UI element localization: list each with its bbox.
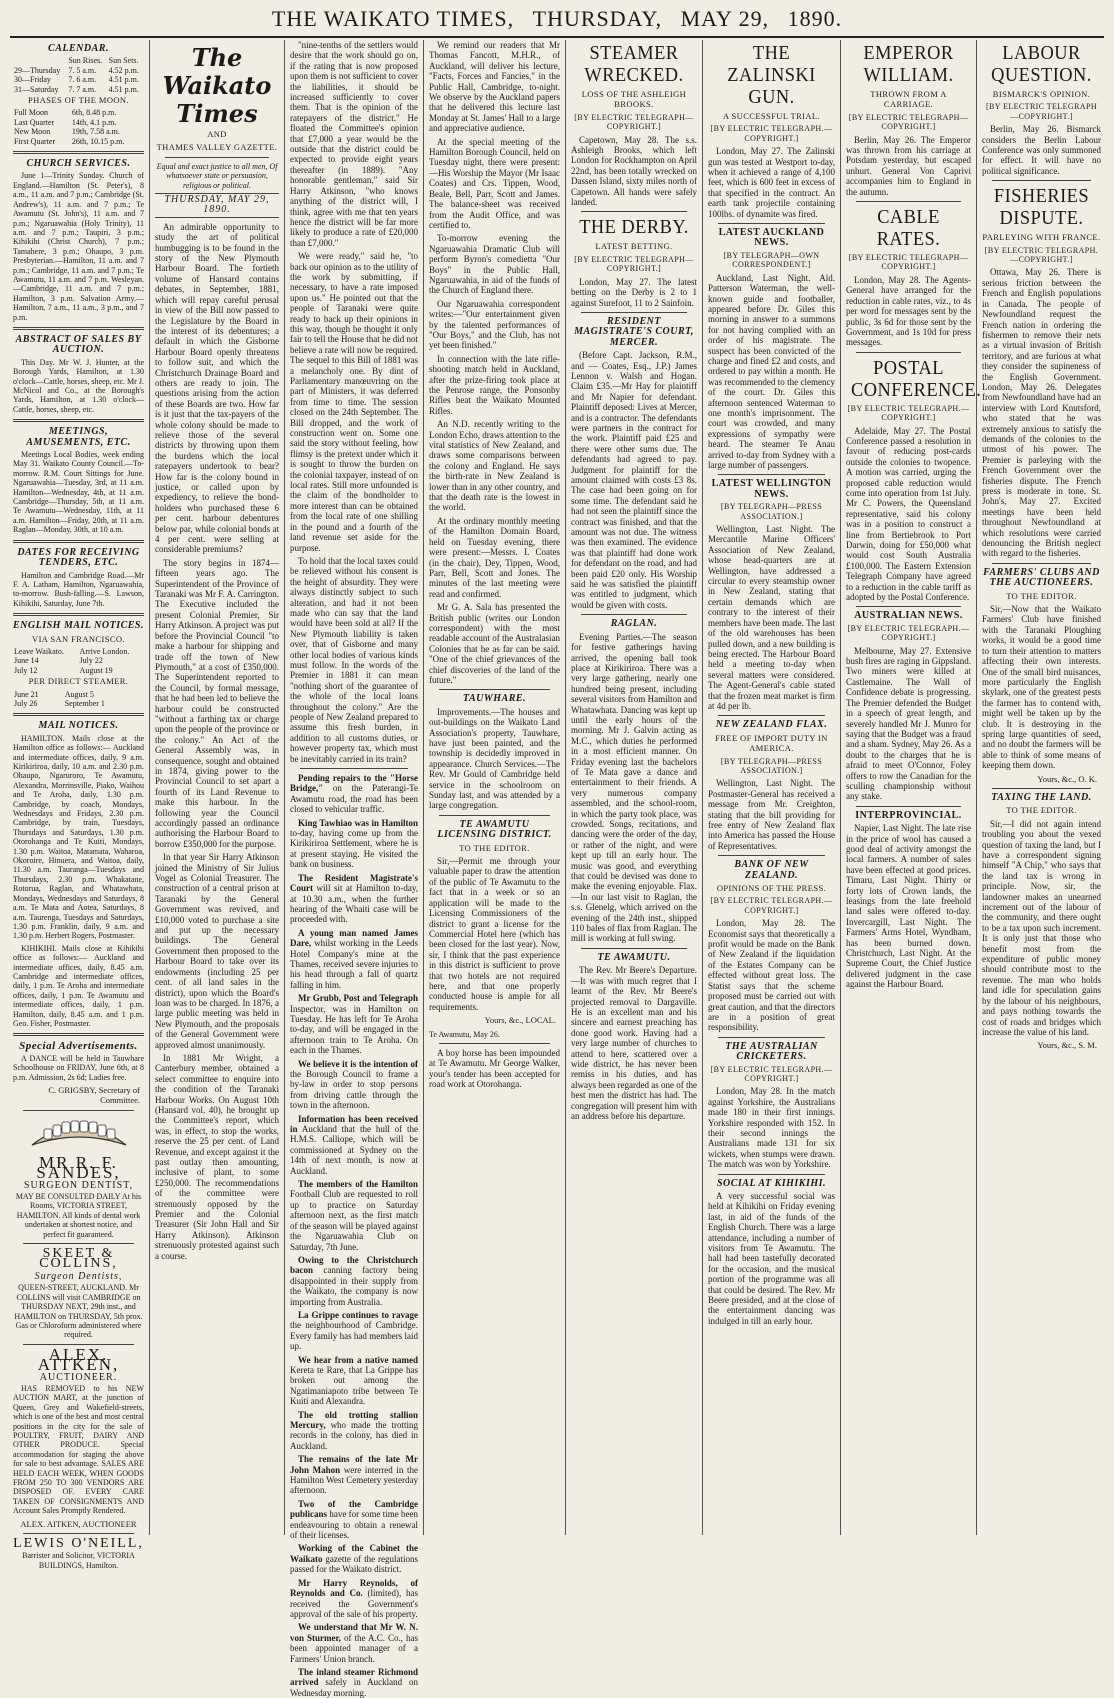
editorial-paragraph: In that year Sir Harry Atkinson joined the Ministry of Sir Julius Vogel as Colonial Treasurer. The construction of a central prison at Taranaki by the General Government was revived, and £10,000 voted to purchase a site and put up the necessary buildings. The General Government then proposed to the Harbour Board to take over its endowments (including 25 per cent. of all land sales in the district), upon which the Board's loan was to be charged. In 1876, a large public meeting was held in New Plymouth, and the proposals of the General Government were approved almost unanimously. (155, 852, 279, 1050)
telegraph-note: [BY ELECTRIC TELEGRAPH—COPYRIGHT.] (985, 102, 1098, 121)
dentists-2-text: QUEEN-STREET, AUCKLAND. Mr COLLINS will visit CAMBRIDGE on THURSDAY NEXT, 29th inst., and HAMILTON on THURSDAY, 5th prox. Gas or Chloroform administered where required. (14, 1283, 143, 1340)
news-item (290, 1059, 418, 1111)
postal-conference-title: POSTAL CONFERENCE. (851, 356, 982, 401)
licensing-place: Te Awamutu, May 26. (429, 1029, 500, 1039)
rm-court-text: (Before Capt. Jackson, R.M., and — Coates, Esq., J.P.) James Lennon v. Walsh and Hogan. Claim £35.—Mr Hay for plaintiff and Mr Napier for defendant. Plaintiff deposed: Lives at Mercer, and is a contractor. The defendants were partners in the contract for the work. Plaintiff paid £25 and there were other sums due. The defendants had agreed to pay. Judgment for plaintiff for the amount claimed with costs £3 8s. The case had been going on for some time. The defendant said he had not seen the plaintiff since the contract was finished, and that the amount was not due. The witness was then examined. The evidence was that plaintiff had done work for defendant on the road, and had been paid £20 only. His Worship said he was satisfied the plaintiff was entitled to judgment, which would be given with costs. (571, 350, 697, 610)
dentists-2-name: SKEET & COLLINS, (39, 1246, 118, 1272)
telegraph-note: [BY ELECTRIC TELEGRAPH.—COPYRIGHT.] (847, 403, 970, 423)
masthead-day: THURSDAY, (532, 6, 663, 31)
taxing-land-title: TAXING THE LAND. (991, 791, 1092, 803)
zalinski-text: London, May 27. The Zalinski gun was tested at Westport to-day, when it achieved a range of 4,100 feet, which is 600 feet in excess of that specified in the contract. An earth tank projectile containing 100lbs. of dynamite was fired. (708, 146, 835, 219)
labour-question-title: LABOUR QUESTION. (991, 42, 1092, 86)
cal-cell: 30—Friday (14, 75, 51, 85)
emperor-title: EMPEROR WILLIAM. (863, 42, 954, 86)
divider (992, 180, 1091, 181)
news-item-lead: Two of the Cambridge publicans (290, 1498, 418, 1520)
news-item-body: safely in Auckland on Wednesday morning. (290, 1677, 419, 1698)
zalinski-subtitle: A SUCCESSFUL TRIAL. (722, 111, 821, 121)
news-item-lead: The members of the Hamilton (298, 1179, 418, 1190)
local-paragraph: An N.D. recently writing to the London Echo, draws attention to the vital statistics of New Zealand, and draws some comparisons between the colony and England. He says the birth-rate in New Zealand is lower than in any other country, and that the death rate is the lowest in the world. (429, 419, 560, 513)
news-item-lead: Owing to the Christchurch bacon (290, 1254, 418, 1276)
moon-title: PHASES OF THE MOON. (28, 95, 129, 106)
steamer-text: Capetown, May 28. The s.s. Ashleigh Brooks, which left London for Rockhampton on April 22nd, has been totally wrecked on Dassen Island, sixty miles north of Capetown. All hands were safely landed. (571, 134, 697, 208)
licensing-sub: TO THE EDITOR. (459, 842, 530, 853)
news-item (290, 1543, 418, 1574)
news-item (290, 1355, 418, 1407)
news-item-body: will sit at Hamilton to-day, at 10.30 a.m., when the further hearing of the Whaiti case will be proceeded with. (290, 883, 418, 925)
divider (718, 715, 825, 716)
paper-motto: Equal and exact justice to all men, Of whatsoever state or persuasion, religious or political. (156, 161, 278, 190)
bank-subtitle: OPINIONS OF THE PRESS. (716, 883, 827, 894)
tenders-title: DATES FOR RECEIVING TENDERS, ETC. (17, 546, 140, 569)
auctioneer-signature: ALEX. AITKEN, AUCTIONEER (20, 1518, 137, 1529)
news-item-lead: A young man named James Dare, (290, 927, 418, 949)
english-mail-title: ENGLISH MAIL NOTICES. (13, 620, 144, 632)
cable-rates-title: CABLE RATES. (876, 206, 941, 251)
social-text: A very successful social was held at Kihikihi on Friday evening last, in aid of the funds of the English Church. There was a large attendance, including a number of visitors from Te Awamutu. The hall had been tastefully decorated for the occasion, and the musical portion of the programme was all that could be desired. The Rev. Mr Beere presided, and at the close of the entertainment dancing was indulged in till an early hour. (708, 1191, 835, 1326)
divider (581, 211, 687, 212)
local-paragraph: To-morrow evening the Ngaruawahia Dramatic Club will perform Byron's comedietta "Our Boys" in the Public Hall, Ngaruawahia, in aid of the funds of the Church of England there. (429, 233, 560, 296)
telegraph-note: [BY ELECTRIC TELEGRAPH.—COPYRIGHT.] (984, 245, 1099, 265)
bank-title: BANK OF NEW ZEALAND. (734, 859, 809, 881)
masthead (10, 6, 1104, 38)
news-item-body: Inspector, was in Hamilton on Tuesday. He has left for Te Aroha to-day, and will be engaged in the afternoon train to Te Aroha. On each in the Thames. (290, 1003, 418, 1056)
dentures-illustration (13, 1115, 144, 1153)
mail-cell: July 26 (14, 698, 38, 708)
moon-table (13, 108, 144, 146)
news-item (290, 1255, 418, 1307)
news-item-lead: Information has been received in (290, 1113, 418, 1135)
news-item-lead: Mr Grubb, Post and Telegraph (298, 993, 418, 1004)
divider (13, 327, 144, 330)
church-text: June 1—Trinity Sunday. Church of England.—Hamilton (St. Peter's), 8 a.m., 11 a.m. and 7 p.m.; Cambridge (St. Andrew's), 11 a.m. and 7 p.m.; Te Awamutu (St. John's), 11 a.m. and 7 p.m.; Ngaruawahia (Holy Trinity), 11 a.m. and 7 p.m.; Taupiri, 3 p.m.; Kihikihi (Christ Church), 7 p.m.; Tamahere, 3 p.m.; Ohaupo, 3 p.m. Presbyterian.—Hamilton, 11 a.m. and 7 p.m.; Cambridge, 11 a.m. and 7 p.m.; Te Awamutu, 11 a.m. and 7 p.m. Wesleyan.—Cambridge, 11 a.m. and 7 p.m.; Hamilton, 3 p.m. Salvation Army.—Hamilton, 7 a.m., 11 a.m., 3 p.m., and 7 p.m. (13, 171, 144, 322)
cal-cell: 29—Thursday (14, 65, 61, 75)
news-item (290, 1454, 418, 1496)
news-item-lead: We hear from a native named (298, 1354, 418, 1365)
news-item-body: gazette of the regulations passed for the Waikato district. (290, 1553, 419, 1575)
interprovincial-title: INTERPROVINCIAL. (855, 809, 962, 821)
raglan-text: Evening Parties.—The season for festive gatherings having arrived, the opening ball took place at Kirikiriroa. There was a very large gathering, nearly one hundred being present, including several visitors from Hamilton and Whatawhata. Dancing was kept up until the early hours of the morning. Mr J. Galvin acting as M.C., which duties he performed in a most efficient manner. On Friday evening last the bachelors of Te Mata gave a dance and entertainment to their friends. A very numerous company assembled, and the school-room, in which the party took place, was crowded. Songs, recitations, and dancing were the order of the day, or rather of the night, and were kept up till an early hour. The music was good, and everything that could be devised was done to make the evening enjoyable. Flax.—In our last visit to Raglan, the s.s. Glenelg, which arrived on the evening of the 24th inst., shipped 110 bales of flax from Raglan. The mill is working at full swing. (571, 631, 697, 944)
telegraph-note: [BY ELECTRIC TELEGRAPH.—COPYRIGHT.] (710, 1064, 833, 1083)
column-2 (150, 40, 285, 1535)
news-item-lead: The old trotting stallion Mercury, (290, 1409, 418, 1430)
cal-cell: 4.52 p.m. (108, 65, 139, 75)
derby-subtitle: LATEST BETTING. (595, 241, 673, 252)
mail-head-cell: Leave Waikato. (14, 646, 64, 656)
te-awamutu-text: The Rev. Mr Beere's Departure.—It was with much regret that I learnt of the Rev. Mr Beere's projected removal to Dargaville. He is an excellent man and his sincere and earnest preaching has done good work. Having had a very large number of churches to attend to here, scattered over a wide district, he has never been remiss in his duties, and has always been regarded as one of the best men the district has had. The congregation will present him with an address before his departure. (571, 965, 697, 1121)
divider (165, 157, 269, 158)
divider (856, 201, 961, 202)
news-item-lead: We believe it is the intention of (298, 1058, 418, 1069)
editorial-continued: We were ready," said he, "to back our opinion as to the utility of the work by submitting, if necessary, to have a rate imposed upon us." He pointed out that the people of Taranaki were quite ready to back up their opinions in this way, though he thought it only fair to tell the House that he did not believe a rate will now be required. The sequel to this Bill of 1881 was a melancholy one. By dint of Parliamentary manœuvring on the part of Ministers, it was deferred from time to time. The session closed on the 24th September. The Bill dropped, and the work of construction went on. Some one said the story without feeling, how flimsy is the pretext under which it is sought to throw the burden on the colonial taxpayer, instead of on local rates. Still more unfounded is the claim of the bondholder to more interest than can be obtained from the local rate of one shilling in the pound and a fourth of the land revenue set aside for the purpose. (290, 251, 418, 553)
emperor-subtitle: THROWN FROM A CARRIAGE. (870, 89, 947, 110)
mail-table (13, 647, 144, 675)
steamer-subtitle: LOSS OF THE ASHLEIGH BROOKS. (581, 89, 687, 110)
news-item-body: canning factory being disappointed in their supply from the Waikato, the company is now importing from Australia. (290, 1265, 419, 1307)
telegraph-note: [BY ELECTRIC TELEGRAPH—COPYRIGHT.] (848, 253, 969, 272)
news-item (290, 1499, 418, 1541)
moon-cell: First Quarter (14, 136, 56, 146)
local-paragraph: Our Ngaruawahia correspondent writes:—"Our entertainment given by the talented performances of "Our Boys," and the Club, has not yet been finished." (429, 298, 560, 351)
divider (13, 1033, 144, 1036)
australian-news-title: AUSTRALIAN NEWS. (854, 610, 963, 622)
news-item (290, 928, 418, 990)
auctioneer-name: ALEX. AITKEN, (37, 1344, 120, 1375)
raglan-title: RAGLAN. (610, 618, 658, 630)
calendar-table (13, 56, 144, 94)
column-6 (703, 40, 841, 1535)
auctioneer-title: AUCTIONEER. (39, 1371, 118, 1383)
divider (581, 312, 687, 313)
news-item-lead: The Resident Magistrate's Court (290, 872, 418, 894)
cricketers-text: London, May 28. In the match against Yorkshire, the Australians made 180 in their first innings. Yorkshire responded with 152. In their second innings the Australians made 131 for six wickets, when stumps were drawn. The match was won by Yorkshire. (708, 1086, 835, 1170)
cal-cell: 4.51 p.m. (108, 84, 139, 94)
editorial-continued: To hold that the local taxes could be relieved without his consent is the height of absurdity. They were always distinctly subject to such alteration, and had it not been made who can say that the land would have been sold at all? If the New Plymouth liability is taken over, that of Gisborne and many other local bodies of various kinds must follow. In the words of the Premier in 1881 it can mean "nothing short of the guarantee of the whole of the local loans throughout the colony." Are the people of New Zealand prepared to assume this fresh burden, in addition to all customs duties, or however property tax, which must be inevitably carried in its train? (290, 555, 418, 764)
telegraph-note: [BY ELECTRIC TELEGRAPH.—COPYRIGHT.] (847, 623, 970, 643)
farmers-clubs-title: FARMERS' CLUBS AND THE AUCTIONEERS. (983, 566, 1100, 589)
news-item (290, 1310, 418, 1352)
flax-subtitle: FREE OF IMPORT DUTY IN AMERICA. (715, 732, 828, 754)
news-item-body: who made the trotting records in the colony, has died in Auckland. (290, 1420, 418, 1451)
local-paragraph: At the special meeting of the Hamilton Borough Council, held on Tuesday night, there were present:—His Worship the Mayor (Mr Isaac Coates) and Crs. Tippen, Wood, Beale, Bell, Parr, Scott and James. The balance-sheet was received from the Audit Office, and was certified to. (429, 136, 560, 230)
cal-header-cell (13, 56, 67, 65)
paper-and: AND (207, 129, 227, 139)
interprovincial-text: Napier, Last Night. The late rise in the price of wool has caused a good deal of activity amongst the local farmers. A number of sales have been effected at good prices. Timaru, Last Night. Thirty or forty lots of Crown lands, the leasings from the late freehold land sales were offered to-day. Invercargill, Last Night. The Farmers' Arms Hotel, Wyndham, has been burned down. Christchurch, Last Night. At the Supreme Court, the Chief Justice delivered judgment in the case against the Harbour Board. (846, 823, 971, 990)
news-item (290, 1578, 418, 1620)
mail-notices-text: HAMILTON. Mails close at the Hamilton office as follows:— Auckland and intermediate offices, daily, 9 a.m. Kirikiriroa, daily, 10 a.m. and 2.30 p.m. Ohaupo, Ngaruroro, Te Awamutu, Alexandra, Morrinsville, Piako, Waihou and Te Aroha, daily, 1.30 p.m. Cambridge, by coach, Mondays, Wednesdays and Fridays, 2.30 p.m. Cambridge, by train, Tuesdays, Thursdays and Saturdays, 1.30 p.m. Otorohanga and Te Kuiti, Mondays, 1.30 p.m. Waitoa, Matamata, Waharoa, Okoroire, Hinuera, and Waitoa, daily, 11.30 a.m. Tauranga—Tuesdays and Thursdays, 2.30 p.m. Whakatane, Rotorua, Raglan, and Whatawhata, Mondays, Wednesdays and Saturdays, 8 a.m. Te Mata and Aotea, Saturdays, 8 a.m. Taurenga, Tuesdays and Saturdays, 1.30 p.m. Franklin, daily, 9 a.m. and 1.30 p.m. Herbert Rogers, Postmaster. (13, 733, 144, 941)
editorial-dateline: THURSDAY, MAY 29, 1890. (155, 193, 279, 218)
cal-cell: 7. 7 a.m. (68, 84, 97, 94)
news-item-body: whilst working in the Leeds Hotel Company's mine at the Thames, received severe injuries to his head through a fall of quartz falling in him. (290, 938, 418, 990)
newspaper-columns (8, 40, 1106, 1698)
dentist-text: MAY BE CONSULTED DAILY At his Rooms, VICTORIA STREET, HAMILTON. All kinds of dental work undertaken at shortest notice, and perfect fit guaranteed. (15, 1192, 142, 1239)
telegraph-note: [BY ELECTRIC TELEGRAPH—COPYRIGHT.] (574, 112, 694, 132)
local-paragraph: A boy horse has been impounded at Te Awamutu. Mr George Walker, your's tender has been accepted for road work at Otorohanga. (429, 1047, 560, 1090)
mail-notices-title: MAIL NOTICES. (38, 720, 119, 732)
divider (992, 563, 1091, 564)
divider (992, 788, 1091, 789)
local-paragraph: At the ordinary monthly meeting of the Hamilton Domain Board, held on Tuesday evening, there were present:—Messrs. I. Coates (in the chair), Dey, Tippen, Wood, Parr, Bell, Scott and Jones. The minutes of the last meeting were read and confirmed. (429, 515, 560, 599)
divider (300, 768, 408, 769)
telegraph-note: [BY TELEGRAPH—PRESS ASSOCIATION.] (720, 756, 823, 775)
news-item-body: have for some time been endeavouring to obtain a renewal of their licenses. (290, 1509, 419, 1541)
divider (856, 806, 961, 807)
emperor-text: Berlin, May 26. The Emperor was thrown from his carriage at Potsdam yesterday, but escaped unhurt. General Von Caprivi accompanies him to England in the autumn. (846, 134, 971, 197)
news-item-lead: King Tawhiao was in Hamilton (298, 817, 418, 828)
meetings-text: Meetings Local Bodies, week ending May 31. Waikato County Council.—To-morrow. R.M. Court Sittings for June. Ngaruawahia—Tuesday, 3rd, at 11 a.m. Hamilton—Wednesday, 4th, at 11 a.m. Cambridge—Thursday, 5th, at 11 a.m. Te Awamutu—Wednesday, 11th, at 11 a.m. Hamilton—Friday, 20th, at 11 a.m. Raglan—Monday, 30th, at 10 a.m. (13, 450, 144, 535)
flax-title: NEW ZEALAND FLAX. (715, 719, 828, 731)
taxing-land-sub: TO THE EDITOR. (1006, 805, 1077, 816)
news-item-body: to-day, having come up from the Kirikiriroa Settlement, where he is at present staying. He visited the bank on business. (290, 828, 418, 870)
licensing-text: Sir,—Permit me through your valuable paper to draw the attention of the public of Te Awamutu to the fact that in a week or so an application will be made to the Licensing Commissioners of the district to grant a license for the Commercial Hotel here (which has been closed for the last year). Now, sir, I think that the past experience in this district is sufficient to prove that two hotels are not required here, and that one properly conducted house is ample for all requirements. (429, 856, 560, 1012)
cable-rates-text: London, May 28. The Agents-General have arranged for the reduction in cable rates, viz., to 4s per word for messages sent by the public, 3s 6d for those sent by the Government, and 1s 10d for press messages. (846, 274, 971, 348)
licensing-signature: Yours, &c., LOCAL. (484, 1015, 556, 1026)
cal-cell: 31—Saturday (14, 84, 59, 94)
auctioneer-text: HAS REMOVED to his NEW AUCTION MART, at the junction of Queen, Grey and Wakefield-streets, which is one of the best and most central positions in the city for the sale of POULTRY, FRUIT, DAIRY AND OTHER PRODUCE. Special accommodation for staging the above for sale to best advantage. SALES ARE HELD EACH WEEK, WHEN GOODS FROM 250 TO 300 VENDORS ARE DISPOSED OF. EVERY CARE TAKEN OF CONSIGNMENTS AND Account Sales Promptly Rendered. (13, 1383, 144, 1516)
column-1 (8, 40, 150, 1570)
divider (13, 419, 144, 422)
moon-cell: 26th, 10.15 p.m. (71, 136, 125, 146)
australian-news-text: Melbourne, May 27. Extensive bush fires are raging in Gippsland. Two miners were killed at Castlemaine. The Wall of Confidence debate is progressing. The Premier defended the Budget in a speech of great length, and severely handled Mr J. Munro for saying that the Budget was a fraud and a sham. Sydney, May 26. As a doubt to the charges that he is afraid to meet O'Connor, Foley offers to row the Canadian for the sculling championship without any stake. (846, 645, 971, 802)
cal-header-cell: Sun Rises. (68, 56, 103, 66)
news-item (290, 818, 418, 870)
auckland-news-text: Auckland, Last Night. Ald. Patterson Waterman, the well-known guide and footballer, appeared before Dr. Giles this morning in answer to a summons for not having complied with an order of his magistrate. The suspect has been convicted of the charge and fined £2 and costs, and ordered to pay within a month. He was recommended to the clemency of the court. Dr. Giles this afternoon sentenced Waterman to one month's imprisonment. The court was crowded, and many expressions of sympathy were heard. The steamer Te Anau arrived to-day from Sydney with a large number of passengers. (708, 272, 835, 470)
rm-court-title: RESIDENT MAGISTRATE'S COURT, MERCER. (574, 315, 694, 348)
licensing-title: TE AWAMUTU LICENSING DISTRICT. (437, 818, 552, 841)
dentist-title: SURGEON DENTIST, (23, 1179, 134, 1191)
divider (856, 606, 961, 607)
mail-cell: August 19 (79, 665, 113, 675)
social-title: SOCIAL AT KIHIKIHI. (716, 1177, 827, 1189)
auckland-news-title: LATEST AUCKLAND NEWS. (718, 227, 825, 249)
moon-cell: 14th, 4.1 p.m. (71, 117, 117, 127)
divider (439, 1043, 550, 1044)
news-item (290, 1114, 418, 1176)
dance-ad-signature: C. GRIGSBY, Secretary of Committee. (48, 1085, 140, 1106)
telegraph-note: [BY TELEGRAPH—OWN CORRESPONDENT.] (723, 250, 820, 270)
divider (439, 815, 550, 816)
special-ads-title: Special Advertisements. (19, 1040, 138, 1053)
moon-cell: 6th, 8.48 p.m. (71, 108, 117, 118)
news-item-lead: Pending repairs to the "Horse Bridge," (290, 773, 418, 794)
news-item-body: Football Club are requested to roll up to practice on Saturday afternoon next, as the first match of the season will be played against the Ngaruawahia Club on Saturday, 7th June. (290, 1189, 418, 1252)
editorial-paragraph: An admirable opportunity to study the art of political humbugging is to be found in the story of the New Plymouth Harbour Board. The fortieth volume of Hansard contains debates, in September, 1881, which will repay careful perusal in view of the Bill now passed to the Legislature by the Board in the interest of its debentures; a default in which the Gisborne Harbour Board openly threatens to follow suit, and which the Christchurch Drainage Board and others are ready to join. The questions arising from the action of these Boards are two. How far is it just that the tax-payers of the whole colony should be made to relieve those of the several districts by throwing upon them the burdens which the local ratepayers undertook to bear? How far is the colony bound in justice, or called upon by expediency, to relieve the bond-holders who purchased these 6 per cent. harbour debentures below par, while colonial bonds at 4 per cent. were selling at considerable premiums? (155, 221, 279, 555)
tauwhare-text: Improvements.—The houses and out-buildings on the Waikato Land Association's property, Tauwhare, have just been painted, and the township is decidedly improved in appearance. Church Services.—The Rev. Mr Gould of Cambridge held service in the schoolroom on Sunday last, and was attended by a large congregation. (429, 706, 560, 811)
news-item (290, 1179, 418, 1252)
moon-cell: 19th, 7.58 a.m. (71, 127, 120, 137)
fisheries-text: Ottawa, May 26. There is serious friction between the French and English populations in Canada. The people of Newfoundland request the French nation in ordering the fishermen to remove their nets as a virtual invasion of British territory, and are furious at what they consider the supineness of the English Government. London, May 26. Delegates from Newfoundland have had an interview with Lord Knutsford, who stated that he was extremely anxious to satisfy the demands of the colonies to the utmost of his power. The Premier is parleying with the French Government over the fisheries dispute. The French press is moderate in tone. St. John's, May 27. Excited meetings have been held throughout Newfoundland at which resolutions were carried denouncing the British neglect with regard to the fisheries. (982, 267, 1101, 559)
masthead-year: 1890. (787, 6, 843, 31)
masthead-date: MAY 29, (680, 6, 770, 31)
column-3 (285, 40, 424, 1698)
moon-cell: Last Quarter (14, 117, 55, 127)
farmers-clubs-signature: Yours, &c., O. K. (1037, 773, 1097, 784)
news-item-lead: Mr Harry Reynolds, of Reynolds and Co. (290, 1577, 418, 1599)
telegraph-note: [BY ELECTRIC TELEGRAPH.—COPYRIGHT.] (710, 124, 833, 143)
news-item (290, 993, 418, 1055)
te-awamutu-title: TE AWAMUTU. (597, 951, 671, 963)
news-item (290, 873, 418, 925)
editorial-continued: "nine-tenths of the settlers would desire that the work should go on, if the rating that is now proposed upon them is not sufficient to cover the liabilities, it should be increased sufficiently to cover them. That is the opinion of the ratepayers of the district." He floated the Committee's opinion that £7,000 a year would be the outside that the district could be expected to provide eight years thereafter (in 1889). "Any honorable gentleman," said Sir Harry Atkinson, "who knows anything of the district will, I think, agree with me that ten years hence the district will be far more likely to produce a rate of £20,000 than £7,000." (290, 40, 418, 248)
steamer-wrecked-title: STEAMER WRECKED. (584, 42, 684, 86)
cal-cell: 7. 5 a.m. (68, 65, 97, 75)
moon-cell: Full Moon (14, 108, 49, 118)
news-item-body: Kereta te Rare, that La Grippe has broken out among the Ngatimaniapoto tribe between Te Kuiti and Alexandra. (290, 1364, 418, 1407)
column-8 (977, 40, 1106, 1535)
tauwhare-title: TAUWHARE. (462, 693, 527, 705)
moon-cell: New Moon (14, 127, 51, 137)
divider (718, 223, 825, 224)
column-7 (841, 40, 982, 1535)
divider (581, 948, 687, 949)
mail-cell: July 22 (79, 656, 103, 666)
derby-title: THE DERBY. (579, 216, 689, 239)
masthead-name: THE WAIKATO TIMES, (271, 6, 515, 31)
labour-subtitle: BISMARCK'S OPINION. (992, 89, 1091, 99)
paper-nameplate: The Waikato Times (162, 43, 272, 128)
divider (718, 855, 825, 856)
labour-text: Berlin, May 26. Bismarck considers the Berlin Labour Conference was only summoned for effect. It will have no political significance. (982, 124, 1101, 176)
news-item-body: Auckland that the hull of the H.M.S. Calliope, which will be commissioned at Sydney on the 14th of next month, is now at Auckland. (290, 1124, 418, 1176)
news-item-body: of the A.C. Co., has been appointed manager of a Farmers' Union branch. (290, 1632, 419, 1664)
wellington-news-text: Wellington, Last Night. The Mercantile Marine Officers' Association of New Zealand, whose head-quarters are at Wellington, have addressed a circular to every steamship owner in New Zealand, stating that certain demands which are contrary to the interest of their members have been made. The last of the old warehouses has been pulled down, and a new building is being erected. The Harbour Board held a meeting to-day when several matters were considered. The Agent-General's cable stated that the frozen meat market is firm at 4d per lb. (708, 524, 835, 711)
fisheries-subtitle: PARLEYING WITH FRANCE. (982, 232, 1101, 243)
wellington-news-title: LATEST WELLINGTON NEWS. (711, 478, 832, 500)
cal-header-cell: Sun Sets. (108, 56, 139, 66)
divider (13, 713, 144, 716)
divider (718, 1174, 825, 1175)
mail-table-2 (13, 690, 144, 709)
news-item-body: on the Paterangi-Te Awamutu road, the road has been closed to vehicular traffic. (290, 783, 419, 815)
bank-text: London, May 28. The Economist says that theoretically a profit would be made on the Bank of New Zealand if the liquidation of the Estates Company can be effected without great loss. The Statist says that the scheme proposed must be carried out with great caution, and that the directors are in a position of great responsibility. (708, 918, 835, 1033)
editorial-paragraph: The story begins in 1874—fifteen years ago. The Superintendent of the Province of Taranaki was Mr F. A. Carrington. The Executive included the present Colonial Premier, Sir Harry Atkinson. A project was put before the Provincial Council "to make a harbour for shipping and trade off the town of New Plymouth," at a cost of £350,000. The Superintendent reported to the Council, by formal message, that he had been led to believe the harbour could be constructed "without a farthing tax or charge upon the people of the province or the colony." An Act of the General Assembly was, in consequence, sought and obtained in 1874, giving power to the Provincial Council to set apart a fourth of its Land Revenue to make this harbour. In the following year the Council accordingly passed an ordinance authorising the Harbour Board to borrow £350,000 for the purpose. (155, 557, 279, 849)
editorial-paragraph: In 1881 Mr Wright, a Canterbury member, obtained a select committee to enquire into the condition of the Taranaki Harbour Works. On August 10th (Hansard vol. 40), he brought up the Committee's report, which was, in effect, to stop the works, reserve the 25 per cent. of Land Revenue, and except against it the past outlay then amounting, inclusive of plant, to some £250,000. The recommendations of the committee were strenuously opposed by the Premier and the Colonial Treasurer (Sir John Hall and Sir Harry Atkinson). Atkinson strenuously protested against such a course. (155, 1052, 279, 1261)
farmers-clubs-sub: TO THE EDITOR. (1006, 590, 1077, 601)
news-item-lead: The remains of the late Mr John Mahon (290, 1454, 418, 1475)
postal-conference-text: Adelaide, May 27. The Postal Conference passed a resolution in favour of reducing post-cards outside the colonies to twopence. A motion was carried, urging the proposed cable reduction would come into operation from 1st July. Mr C. Powers, the Queensland representative, said his colony was in a position to construct a line from Bertiebrook to Port Darwin, doing for £50,000 what would cost South Australia £100,000. The Eastern Extension Telegraph Company have agreed to a reduction in the cable tariff as adopted by the Postal Conference. (846, 425, 971, 603)
flax-text: Wellington, Last Night. The Postmaster-General has received a message from Mr. Creighton, stating that the bill providing for free entry of New Zealand flax into America has passed the House of Representatives. (708, 778, 835, 851)
telegraph-note: [BY ELECTRIC TELEGRAPH—COPYRIGHT.] (848, 112, 969, 132)
mail-cell: July 12 (14, 665, 38, 675)
news-item (290, 1667, 418, 1698)
derby-text: London, May 27. The latest betting on the Derby is 2 to 1 against Surefoot, 11 to 2 Sainfoin. (571, 276, 697, 308)
column-4 (424, 40, 566, 1535)
local-paragraph: We remind our readers that Mr Thomas Fancott, M.H.R., of Auckland, will deliver his lecture, "Facts, Forces and Fancies," in the Public Hall, Cambridge, to-night. We observe by the Auckland papers that he delivered this lecture last Monday at St. James' Hall to a large and appreciative audience. (429, 40, 560, 134)
sales-text: This Day. Mr W. J. Hunter, at the Borough Yards, Hamilton, at 1.30 o'clock—Cattle, horses, sheep, etc. Mr J. McNicol and Co., at the Borough's Yards, Hamilton, at 1.30 o'clock—Cattle, horses, sheep, etc. (13, 357, 144, 414)
divider (13, 613, 144, 616)
telegraph-note: [BY ELECTRIC TELEGRAPH.—COPYRIGHT.] (710, 896, 833, 915)
mail-head-cell: Arrive London. (79, 646, 130, 656)
zalinski-title: THE ZALINSKI GUN. (727, 42, 816, 108)
divider (581, 614, 687, 615)
church-title: CHURCH SERVICES. (26, 158, 131, 170)
local-news-list (290, 773, 418, 1698)
news-item-body: were interred in the Hamilton West Cemetery yesterday afternoon. (290, 1464, 419, 1496)
divider (23, 1533, 134, 1534)
sales-title: ABSTRACT OF SALES BY AUCTION. (15, 333, 142, 356)
lawyer-text: Barrister and Solicitor, VICTORIA BUILDINGS, Hamilton. (22, 1551, 135, 1570)
cricketers-title: THE AUSTRALIAN CRICKETERS. (725, 1040, 818, 1063)
divider (439, 689, 550, 690)
mail-via: VIA SAN FRANCISCO. (32, 633, 125, 644)
news-item-body: the Borough Council to frame a by-law in order to stop persons from driving cattle through the town in the afternoon. (290, 1069, 418, 1111)
divider (23, 1243, 134, 1244)
calendar-title: CALENDAR. (48, 43, 109, 54)
tenders-text: Hamilton and Cambridge Road.—Mr F. A. Latham, Hamilton, Ngaruawahia, to-morrow. Bush-falling.—S. Lawson, Kihikihi, Saturday, June 7th. (13, 570, 144, 608)
news-item-lead: Working of the Cabinet the Waikato (290, 1543, 418, 1564)
divider (718, 1037, 825, 1038)
telegraph-note: [BY ELECTRIC TELEGRAPH—COPYRIGHT.] (574, 254, 694, 274)
news-item (290, 1622, 418, 1664)
kihikihi-mail-text: KIHIKIHI. Mails close at Kihikihi office as follows:— Auckland and intermediate offices, daily, 8.45 a.m. Cambridge and intermediate offices, daily, 1 p.m. Te Aroha and intermediate offices, daily, 1 p.m. Te Awamutu and intermediate offices, daily, 1 p.m. Hamilton, daily, 8.45 a.m. and 1 p.m. Geo. Fisher, Postmaster. (13, 943, 144, 1028)
news-item-lead: La Grippe continues to ravage (298, 1309, 418, 1320)
telegraph-note: [BY TELEGRAPH—PRESS ASSOCIATION.] (720, 502, 823, 521)
cal-cell: 4.51 p.m. (108, 75, 139, 85)
taxing-land-text: Sir,—I did not again intend troubling you about the vexed question of taxing the land, but I have a correspondent signing himself "A Chip," who says that the land tax is wrong in principle. Now, sir, the landowner makes an unearned increment out of the labour of the community, and there ought to be a tax upon such increment. It is only just that those who benefit most from the expenditure of public money should contribute most to the revenue. The man who holds land idle for speculation gains by the labour of his neighbours, and pays nothing towards the cost of roads and bridges which increase the value of his land. (982, 818, 1101, 1037)
mail-cell: June 21 (14, 689, 39, 699)
meetings-title: MEETINGS, AMUSEMENTS, ETC. (26, 426, 131, 448)
lawyer-name: LEWIS O'NEILL, (13, 1536, 144, 1552)
divider (13, 151, 144, 154)
news-item-lead: The inland steamer Richmond arrived (290, 1666, 418, 1688)
news-item (290, 1410, 418, 1452)
news-item-body: the neighbourhood of Cambridge. Every family has had members laid up. (290, 1320, 418, 1352)
news-item-lead: We understand that Mr W. N. von Sturmer, (290, 1622, 418, 1643)
cal-cell: 7. 6 a.m. (68, 75, 97, 85)
news-item-body: (limited), has received the Government's approval of the sale of his property. (290, 1588, 418, 1619)
mail-via-2: PER DIRECT STEAMER. (28, 676, 129, 687)
fisheries-title: FISHERIES DISPUTE. (993, 185, 1090, 230)
dentists-2-title: Surgeon Dentists, (34, 1270, 123, 1282)
divider (718, 474, 825, 475)
paper-subtitle: THAMES VALLEY GAZETTE. (156, 142, 278, 153)
divider (23, 1110, 134, 1111)
farmers-clubs-text: Sir,—Now that the Waikato Farmers' Club have finished with the Taranaki Ploughing works, it would be a good time to turn their attention to matters affecting their own interests. One of the small bird nuisances, more particularly the English skylark, one of the greatest pests the farmer has to contend with, might well be taken up by the club. It is destroying in the spring large quantities of seed, and no doubt the farmers will be able to think of some means of keeping them down. (982, 604, 1101, 771)
mail-cell: June 14 (14, 656, 39, 666)
divider (13, 540, 144, 543)
news-item (290, 773, 418, 815)
dance-ad-text: A DANCE will be held in Tauwhare Schoolhouse on FRIDAY, June 6th, at 8 p.m. Admission, 2s 6d; Ladies free. (13, 1053, 144, 1082)
taxing-land-signature: Yours, &c., S. M. (1037, 1040, 1097, 1051)
column-5 (566, 40, 703, 1535)
divider (856, 352, 961, 353)
local-paragraph: Mr G. A. Sala has presented the British public (writes our London correspondent) with the most readable account of the Australasian Colonies that he as far can be said. "One of the chief grievances of the chief discoveries of the land of the future." (429, 602, 560, 685)
mail-cell: August 5 (64, 689, 94, 699)
dentist-name: MR R. F. SANDES, (36, 1152, 121, 1183)
local-paragraph: In connection with the late rifle-shooting match held in Auckland, after the prize-firing took place at the Penrose range, the Ponsonby Rifles beat the Waikato Mounted Rifles. (429, 353, 560, 416)
mail-cell: September 1 (64, 698, 105, 708)
